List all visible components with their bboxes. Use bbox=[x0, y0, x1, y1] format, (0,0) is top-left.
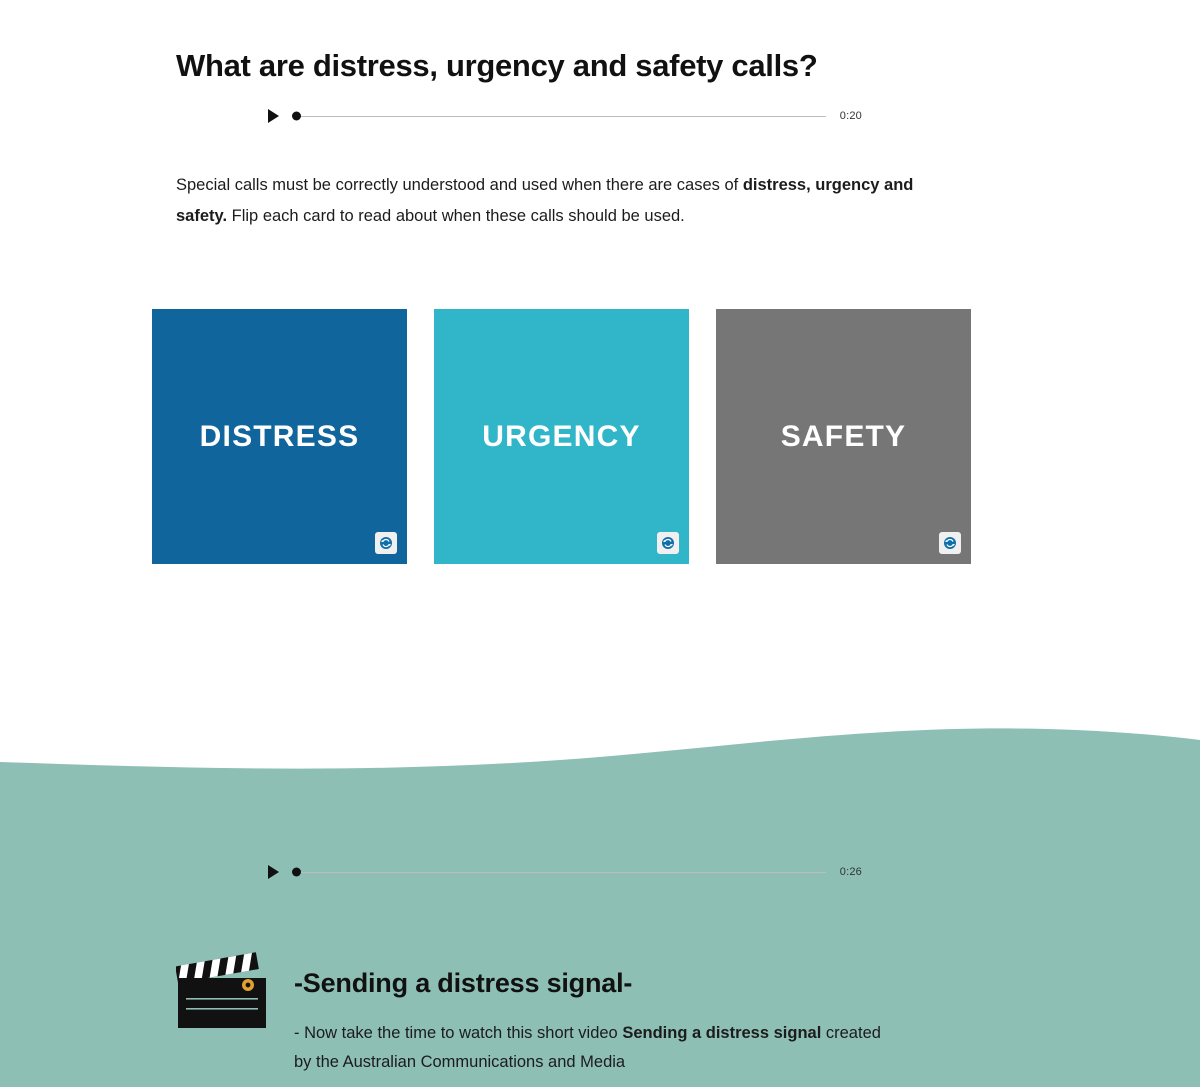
video-section bbox=[176, 950, 1076, 1077]
play-icon bbox=[268, 865, 279, 879]
play-icon bbox=[268, 109, 279, 123]
play-button[interactable] bbox=[262, 862, 284, 882]
video-title: -Sending a distress signal- bbox=[294, 968, 633, 998]
clapperboard-icon bbox=[176, 950, 276, 1045]
play-button[interactable] bbox=[262, 106, 284, 126]
flip-icon[interactable] bbox=[657, 532, 679, 554]
audio-scrubber[interactable] bbox=[290, 862, 826, 882]
video-desc-bold: Sending a distress signal bbox=[622, 1024, 822, 1042]
flip-icon[interactable] bbox=[939, 532, 961, 554]
flip-card-safety[interactable] bbox=[716, 309, 971, 564]
card-label: SAFETY bbox=[780, 419, 907, 453]
scrubber-handle[interactable] bbox=[292, 868, 301, 877]
card-label: DISTRESS bbox=[199, 419, 360, 453]
audio-player-top[interactable] bbox=[262, 106, 862, 126]
intro-text-part2: Flip each card to read about when these calls should be used. bbox=[227, 206, 685, 225]
video-desc-part2: created by the Australian Communications and Media bbox=[294, 1024, 881, 1071]
page-title: What are distress, urgency and safety calls? bbox=[176, 48, 818, 83]
audio-scrubber[interactable] bbox=[290, 106, 826, 126]
video-desc-part1: - Now take the time to watch this short video bbox=[294, 1024, 623, 1042]
audio-player-bottom[interactable] bbox=[262, 862, 862, 882]
audio-duration: 0:26 bbox=[839, 866, 862, 878]
card-label: URGENCY bbox=[482, 419, 641, 453]
flip-card-urgency[interactable] bbox=[434, 309, 689, 564]
scrubber-handle[interactable] bbox=[292, 112, 301, 121]
scrubber-track bbox=[298, 872, 826, 873]
video-description bbox=[294, 1019, 894, 1077]
flip-icon[interactable] bbox=[375, 532, 397, 554]
scrubber-track bbox=[298, 116, 826, 117]
intro-text-bold: distress, urgency and safety. bbox=[176, 176, 914, 225]
intro-text-part1: Special calls must be correctly understood and used when there are cases of bbox=[176, 176, 743, 194]
intro-paragraph bbox=[176, 170, 936, 231]
video-text-group bbox=[294, 950, 894, 1077]
flip-card-distress[interactable] bbox=[152, 309, 407, 564]
flip-card-group bbox=[152, 309, 971, 564]
audio-duration: 0:20 bbox=[839, 110, 862, 122]
